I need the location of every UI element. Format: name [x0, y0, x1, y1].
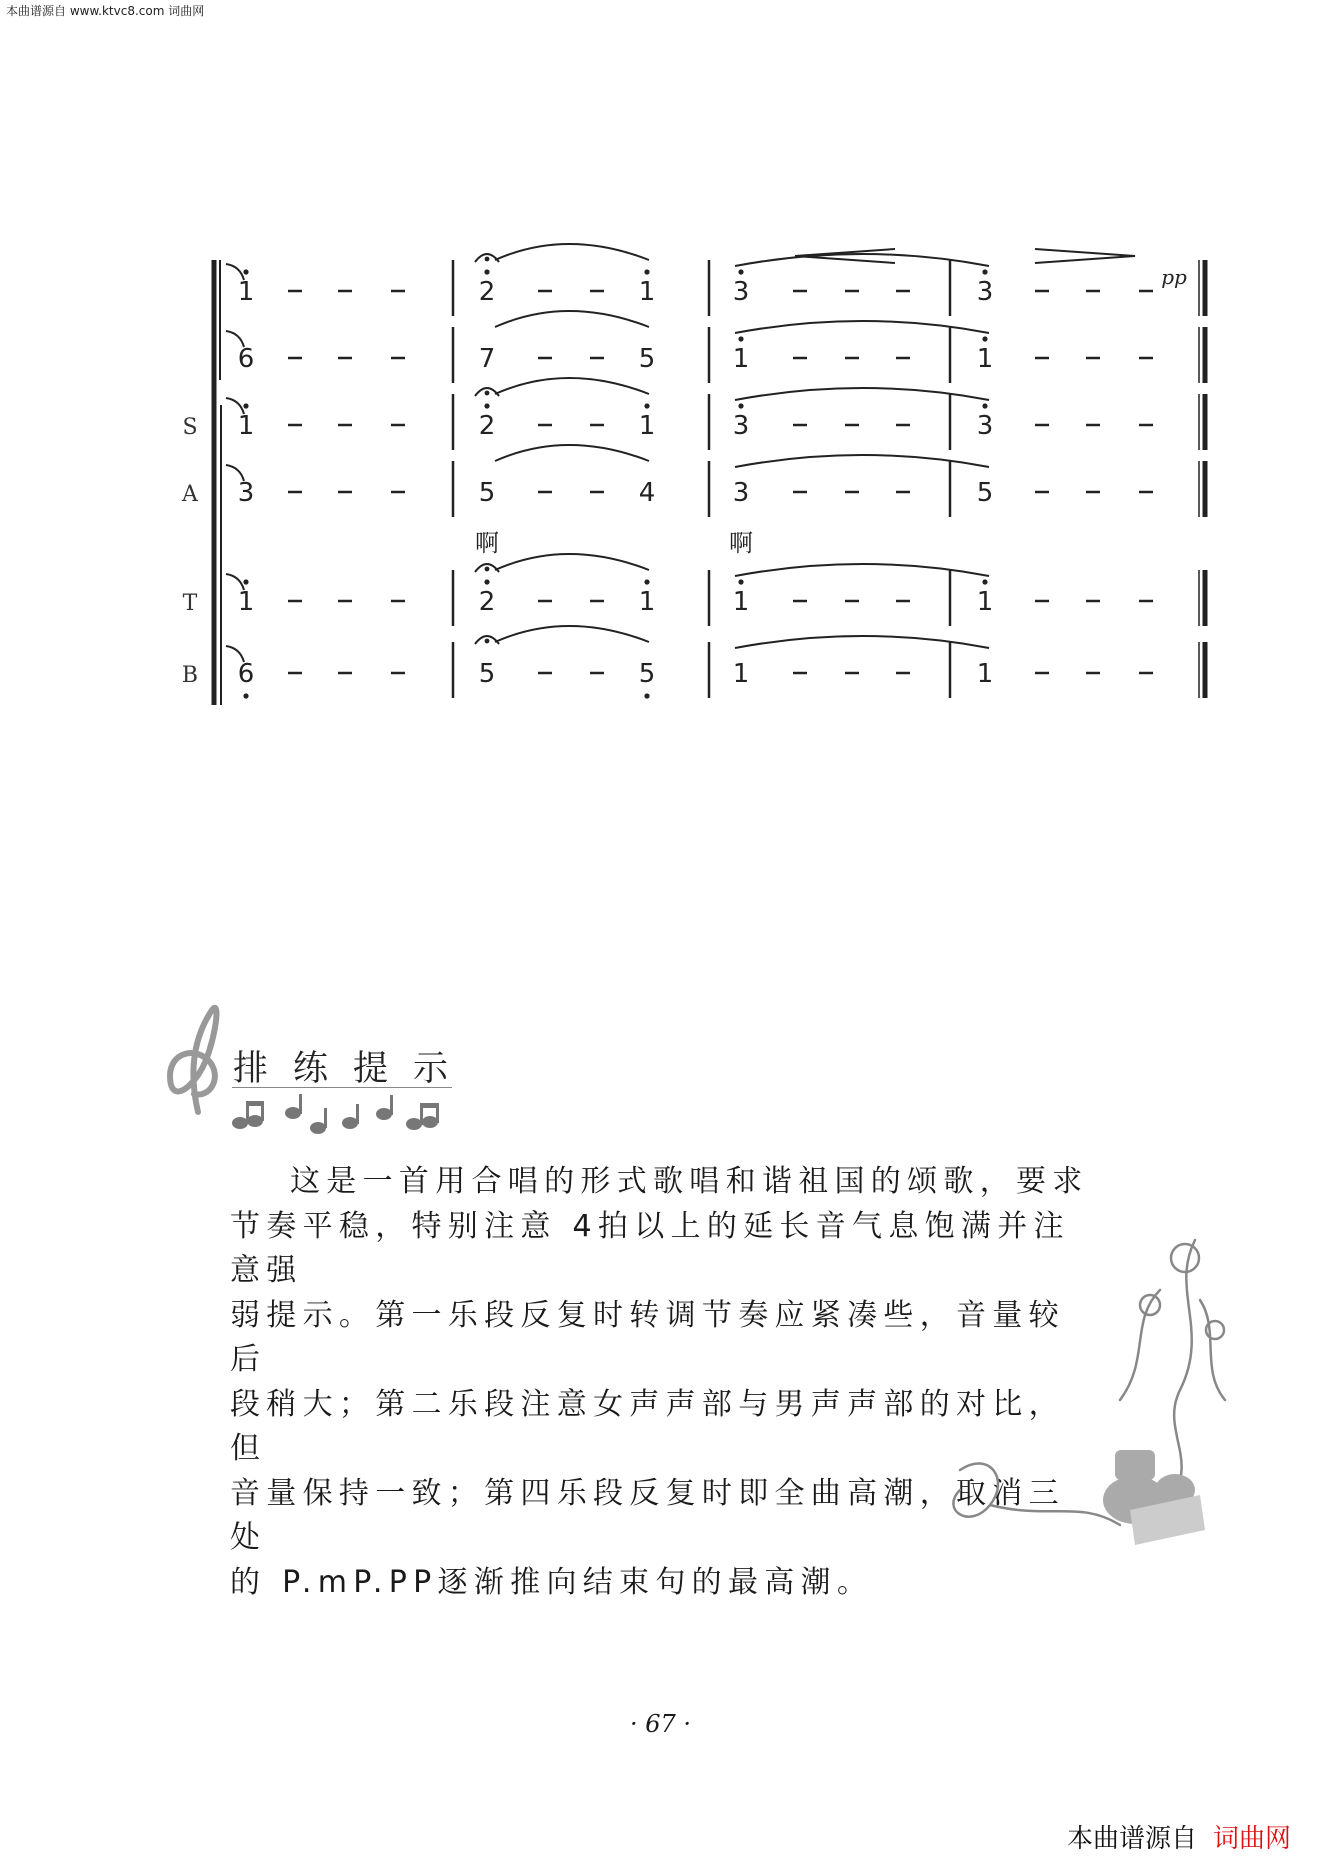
note-numeral: 2: [478, 277, 496, 307]
octave-dot-high: [738, 269, 743, 274]
tips-title: 排练提示: [233, 1049, 474, 1089]
tips-line: 这是一首用合唱的形式歌唱和谐祖国的颂歌，要求: [290, 1164, 1089, 1199]
phrase-slur: [495, 311, 649, 327]
note-numeral: 2: [478, 411, 496, 441]
page-number: · 67 ·: [629, 1710, 692, 1738]
note-numeral: 1: [237, 277, 255, 307]
note-numeral: 3: [732, 277, 750, 307]
note-numeral: 2: [478, 587, 496, 617]
phrase-slur: [495, 378, 649, 394]
note-numeral: 1: [638, 587, 656, 617]
voice-label-b: B: [181, 663, 199, 688]
octave-dot-low: [644, 693, 649, 698]
tips-body: [230, 1160, 1090, 1605]
octave-dot-high: [982, 579, 987, 584]
note-numeral: 3: [976, 277, 994, 307]
note-numeral: 5: [638, 344, 656, 374]
octave-dot-high: [243, 403, 248, 408]
bottom-watermark: [1067, 1818, 1291, 1855]
octave-dot-high: [644, 403, 649, 408]
note-numeral: 1: [237, 411, 255, 441]
fermata-dot: [485, 639, 490, 644]
fermata-dot: [485, 257, 490, 262]
note-numeral: 3: [237, 478, 255, 508]
watermark-site: 词曲网: [1212, 1824, 1291, 1854]
lyric-syllable: 啊: [729, 529, 753, 557]
note-numeral: 4: [638, 478, 656, 508]
note-numeral: 3: [976, 411, 994, 441]
fermata-dot: [485, 567, 490, 572]
note-numeral: 3: [732, 478, 750, 508]
note-numeral: 1: [732, 659, 750, 689]
note-numeral: 7: [478, 344, 496, 374]
note-numeral: 1: [732, 587, 750, 617]
phrase-slur: [495, 445, 649, 461]
decrescendo-hairpin: [1035, 249, 1135, 263]
octave-dot-high: [738, 403, 743, 408]
music-notes-icon: [232, 1094, 439, 1134]
note-numeral: 1: [976, 344, 994, 374]
dynamic-pp: pp: [1161, 265, 1187, 289]
note-numeral: 1: [976, 659, 994, 689]
octave-dot-high: [644, 579, 649, 584]
tips-line: 的 P.mP.PP逐渐推向结束句的最高潮。: [230, 1564, 874, 1600]
note-numeral: 5: [478, 659, 496, 689]
octave-dot-high: [982, 336, 987, 341]
note-numeral: 1: [976, 587, 994, 617]
score-system: [0, 0, 1321, 760]
note-numeral: 5: [638, 659, 656, 689]
note-numeral: 3: [732, 411, 750, 441]
voice-label-s: S: [182, 415, 198, 440]
octave-dot-high: [982, 403, 987, 408]
note-numeral: 1: [638, 411, 656, 441]
tips-line: 段稍大；第二乐段注意女声声部与男声声部的对比，但: [230, 1386, 1065, 1466]
octave-dot-high: [982, 269, 987, 274]
octave-dot-high: [484, 269, 489, 274]
octave-dot-low: [243, 693, 248, 698]
phrase-slur: [495, 626, 649, 642]
octave-dot-high: [644, 269, 649, 274]
octave-dot-high: [243, 269, 248, 274]
voice-label-t: T: [182, 591, 198, 616]
octave-dot-high: [738, 336, 743, 341]
note-numeral: 5: [976, 478, 994, 508]
top-watermark: 本曲谱源自 www.ktvc8.com 词曲网: [6, 4, 205, 18]
note-numeral: 6: [237, 344, 255, 374]
tips-line: 节奏平稳，特别注意 4拍以上的延长音气息饱满并注意强: [230, 1208, 1070, 1288]
note-numeral: 1: [237, 587, 255, 617]
fermata-dot: [485, 391, 490, 396]
voice-label-a: A: [182, 482, 198, 507]
note-numeral: 5: [478, 478, 496, 508]
note-numeral: 1: [638, 277, 656, 307]
phrase-slur: [495, 244, 649, 260]
octave-dot-high: [243, 579, 248, 584]
octave-dot-high: [738, 579, 743, 584]
note-numeral: 1: [732, 344, 750, 374]
lyric-syllable: 啊: [475, 529, 499, 557]
tips-title-underline: [232, 1087, 452, 1088]
tips-line: 弱提示。第一乐段反复时转调节奏应紧凑些，音量较后: [230, 1297, 1065, 1377]
note-numeral: 6: [237, 659, 255, 689]
octave-dot-high: [484, 403, 489, 408]
phrase-slur: [495, 554, 649, 570]
watermark-source: 本曲谱源自: [1066, 1824, 1197, 1854]
tips-line: 音量保持一致；第四乐段反复时即全曲高潮，取消三处: [230, 1475, 1065, 1555]
octave-dot-high: [484, 579, 489, 584]
